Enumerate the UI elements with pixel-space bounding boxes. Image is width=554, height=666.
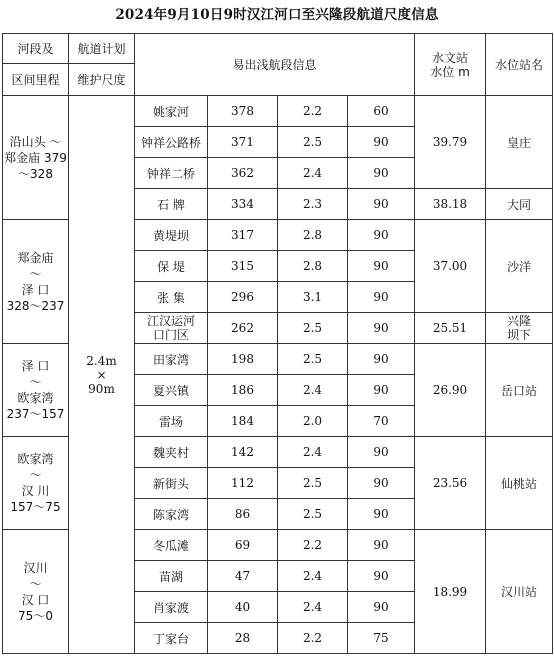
- shoal-name-cell: 张 集: [135, 282, 208, 313]
- width-cell: 90: [348, 499, 415, 530]
- depth-cell: 2.2: [278, 623, 348, 654]
- width-cell: 90: [348, 158, 415, 189]
- header-section-top: 河段及: [3, 34, 69, 64]
- station-name-cell: 仙桃站: [486, 437, 553, 530]
- mileage-cell: 186: [208, 375, 278, 406]
- mileage-cell: 334: [208, 189, 278, 220]
- page-title: 2024年9月10日9时汉江河口至兴隆段航道尺度信息: [115, 7, 439, 23]
- mileage-cell: 378: [208, 96, 278, 127]
- mileage-cell: 86: [208, 499, 278, 530]
- header-plan-bottom: 维护尺度: [69, 64, 135, 96]
- header-shoal-info: 易出浅航段信息: [135, 34, 415, 96]
- water-level-cell: 25.51: [415, 313, 486, 344]
- depth-cell: 2.5: [278, 313, 348, 344]
- shoal-name-cell: 新街头: [135, 468, 208, 499]
- shoal-name-cell: 雷场: [135, 406, 208, 437]
- mileage-cell: 296: [208, 282, 278, 313]
- section-cell: 郑金庙 ～ 泽 口 328～237: [3, 220, 69, 344]
- depth-cell: 2.2: [278, 96, 348, 127]
- shoal-name-cell: 黄堤坝: [135, 220, 208, 251]
- width-cell: 90: [348, 530, 415, 561]
- shoal-name-cell: 陈家湾: [135, 499, 208, 530]
- station-name-cell: 岳口站: [486, 344, 553, 437]
- section-cell: 欧家湾 ～ 汉 川 157～75: [3, 437, 69, 530]
- depth-cell: 2.5: [278, 499, 348, 530]
- table-row: [3, 96, 553, 127]
- shoal-name-cell: 钟祥公路桥: [135, 127, 208, 158]
- depth-cell: 2.2: [278, 530, 348, 561]
- shoal-name-cell: 苗湖: [135, 561, 208, 592]
- depth-cell: 2.4: [278, 561, 348, 592]
- width-cell: 90: [348, 592, 415, 623]
- width-cell: 90: [348, 375, 415, 406]
- station-name-cell: 皇庄: [486, 96, 553, 189]
- width-cell: 90: [348, 313, 415, 344]
- width-cell: 70: [348, 406, 415, 437]
- mileage-cell: 198: [208, 344, 278, 375]
- section-cell: 泽 口 ～ 欧家湾 237～157: [3, 344, 69, 437]
- header-section-bottom: 区间里程: [3, 64, 69, 96]
- plan-dimension-cell: 2.4m × 90m: [69, 96, 135, 654]
- header-station-name: 水位站名: [486, 34, 553, 96]
- depth-cell: 2.5: [278, 344, 348, 375]
- depth-cell: 2.0: [278, 406, 348, 437]
- shoal-name-cell: 石 牌: [135, 189, 208, 220]
- mileage-cell: 47: [208, 561, 278, 592]
- mileage-cell: 317: [208, 220, 278, 251]
- header-row-1: [3, 34, 553, 64]
- station-name-cell: 汉川站: [486, 530, 553, 654]
- section-cell: 汉川 ～ 汉 口 75～0: [3, 530, 69, 654]
- mileage-cell: 69: [208, 530, 278, 561]
- mileage-cell: 40: [208, 592, 278, 623]
- mileage-cell: 142: [208, 437, 278, 468]
- shoal-name-cell: 肖家渡: [135, 592, 208, 623]
- shoal-name-cell: 田家湾: [135, 344, 208, 375]
- depth-cell: 2.8: [278, 251, 348, 282]
- shoal-name-cell: 冬瓜滩: [135, 530, 208, 561]
- mileage-cell: 371: [208, 127, 278, 158]
- mileage-cell: 112: [208, 468, 278, 499]
- depth-cell: 2.5: [278, 127, 348, 158]
- mileage-cell: 184: [208, 406, 278, 437]
- width-cell: 90: [348, 468, 415, 499]
- width-cell: 90: [348, 189, 415, 220]
- depth-cell: 2.4: [278, 437, 348, 468]
- width-cell: 75: [348, 623, 415, 654]
- width-cell: 60: [348, 96, 415, 127]
- mileage-cell: 362: [208, 158, 278, 189]
- shoal-name-cell: 江汉运河 口门区: [135, 313, 208, 344]
- water-level-cell: 23.56: [415, 437, 486, 530]
- mileage-cell: 262: [208, 313, 278, 344]
- depth-cell: 2.4: [278, 592, 348, 623]
- width-cell: 90: [348, 561, 415, 592]
- water-level-cell: 39.79: [415, 96, 486, 189]
- water-level-cell: 26.90: [415, 344, 486, 437]
- width-cell: 90: [348, 127, 415, 158]
- shoal-name-cell: 保 堤: [135, 251, 208, 282]
- shoal-name-cell: 钟祥二桥: [135, 158, 208, 189]
- station-name-cell: 大同: [486, 189, 553, 220]
- mileage-cell: 28: [208, 623, 278, 654]
- width-cell: 90: [348, 344, 415, 375]
- width-cell: 90: [348, 220, 415, 251]
- depth-cell: 2.4: [278, 158, 348, 189]
- shoal-name-cell: 夏兴镇: [135, 375, 208, 406]
- width-cell: 90: [348, 251, 415, 282]
- water-level-cell: 18.99: [415, 530, 486, 654]
- depth-cell: 2.3: [278, 189, 348, 220]
- width-cell: 90: [348, 437, 415, 468]
- station-name-cell: 沙洋: [486, 220, 553, 313]
- depth-cell: 3.1: [278, 282, 348, 313]
- section-cell: 沿山头 ～ 郑金庙 379 ～328: [3, 96, 69, 220]
- depth-cell: 2.8: [278, 220, 348, 251]
- station-name-cell: 兴隆 坝下: [486, 313, 553, 344]
- header-plan-top: 航道计划: [69, 34, 135, 64]
- shoal-name-cell: 姚家河: [135, 96, 208, 127]
- shoal-name-cell: 魏夹村: [135, 437, 208, 468]
- mileage-cell: 315: [208, 251, 278, 282]
- water-level-cell: 38.18: [415, 189, 486, 220]
- channel-info-table: [2, 33, 553, 654]
- depth-cell: 2.5: [278, 468, 348, 499]
- depth-cell: 2.4: [278, 375, 348, 406]
- shoal-name-cell: 丁家台: [135, 623, 208, 654]
- header-water-level: 水文站 水位 m: [415, 34, 486, 96]
- width-cell: 90: [348, 282, 415, 313]
- water-level-cell: 37.00: [415, 220, 486, 313]
